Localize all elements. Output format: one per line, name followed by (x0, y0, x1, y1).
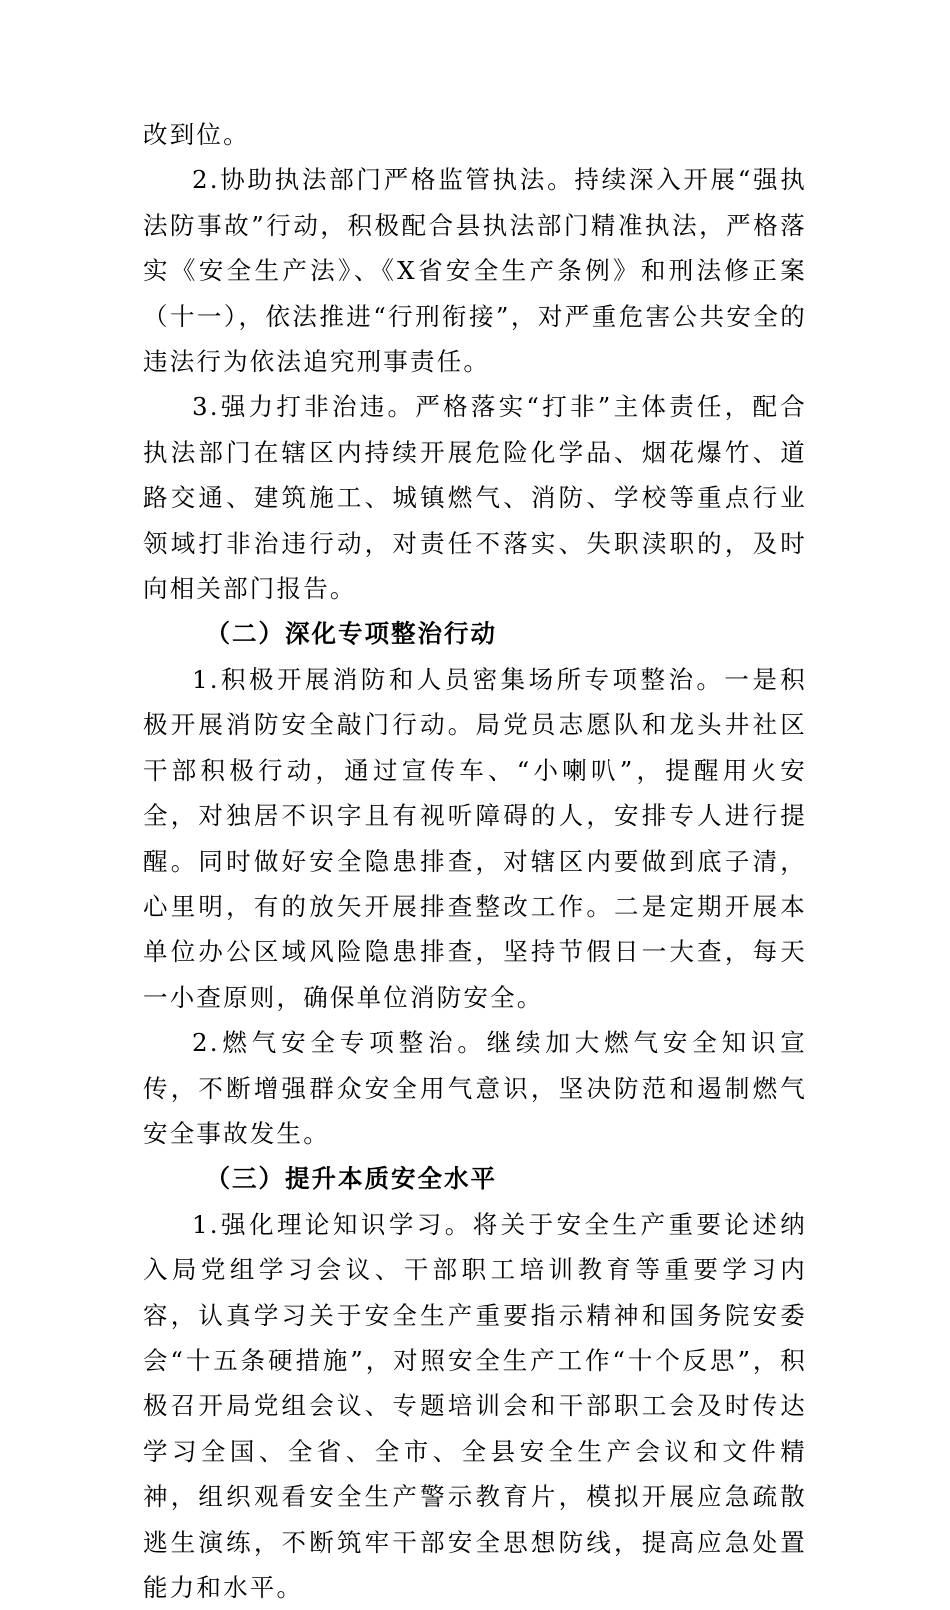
paragraph-crackdown: 3.强力打非治违。严格落实“打非”主体责任，配合执法部门在辖区内持续开展危险化学品、烟花爆竹、道路交通、建筑施工、城镇燃气、消防、学校等重点行业领域打非治违行动，对责任不落实、失职渎职的，及时向相关部门报告。 (143, 392, 807, 604)
section-heading-special-rectification: （二）深化专项整治行动 (205, 619, 497, 649)
paragraph-gas-safety: 2.燃气安全专项整治。继续加大燃气安全知识宣传，不断增强群众安全用气意识，坚决防范和遏制燃气安全事故发生。 (143, 1028, 807, 1148)
paragraph-law-enforcement: 2.协助执法部门严格监管执法。持续深入开展“强执法防事故”行动，积极配合县执法部门精准执法，严格落实《安全生产法》、《X省安全生产条例》和刑法修正案（十一），依法推进“行刑衔接”，对严重危害公共安全的违法行为依法追究刑事责任。 (143, 165, 807, 377)
paragraph-theory-study: 1.强化理论知识学习。将关于安全生产重要论述纳入局党组学习会议、干部职工培训教育等重要学习内容，认真学习关于安全生产重要指示精神和国务院安委会“十五条硬措施”，对照安全生产工作“十个反思”，积极召开局党组会议、专题培训会和干部职工会及时传达学习全国、全省、全市、全县安全生产会议和文件精神，组织观看安全生产警示教育片，模拟开展应急疏散逃生演练，不断筑牢干部安全思想防线，提高应急处置能力和水平。 (143, 1209, 807, 1602)
paragraph-fire-safety: 1.积极开展消防和人员密集场所专项整治。一是积极开展消防安全敲门行动。局党员志愿队和龙头井社区干部积极行动，通过宣传车、“小喇叭”，提醒用火安全，对独居不识字且有视听障碍的人，安排专人进行提醒。同时做好安全隐患排查，对辖区内要做到底子清，心里明，有的放矢开展排查整改工作。二是定期开展本单位办公区域风险隐患排查，坚持节假日一大查，每天一小查原则，确保单位消防安全。 (143, 664, 807, 1012)
section-heading-intrinsic-safety: （三）提升本质安全水平 (205, 1164, 497, 1194)
paragraph-continuation: 改到位。 (143, 120, 250, 149)
document-body (143, 112, 807, 1610)
